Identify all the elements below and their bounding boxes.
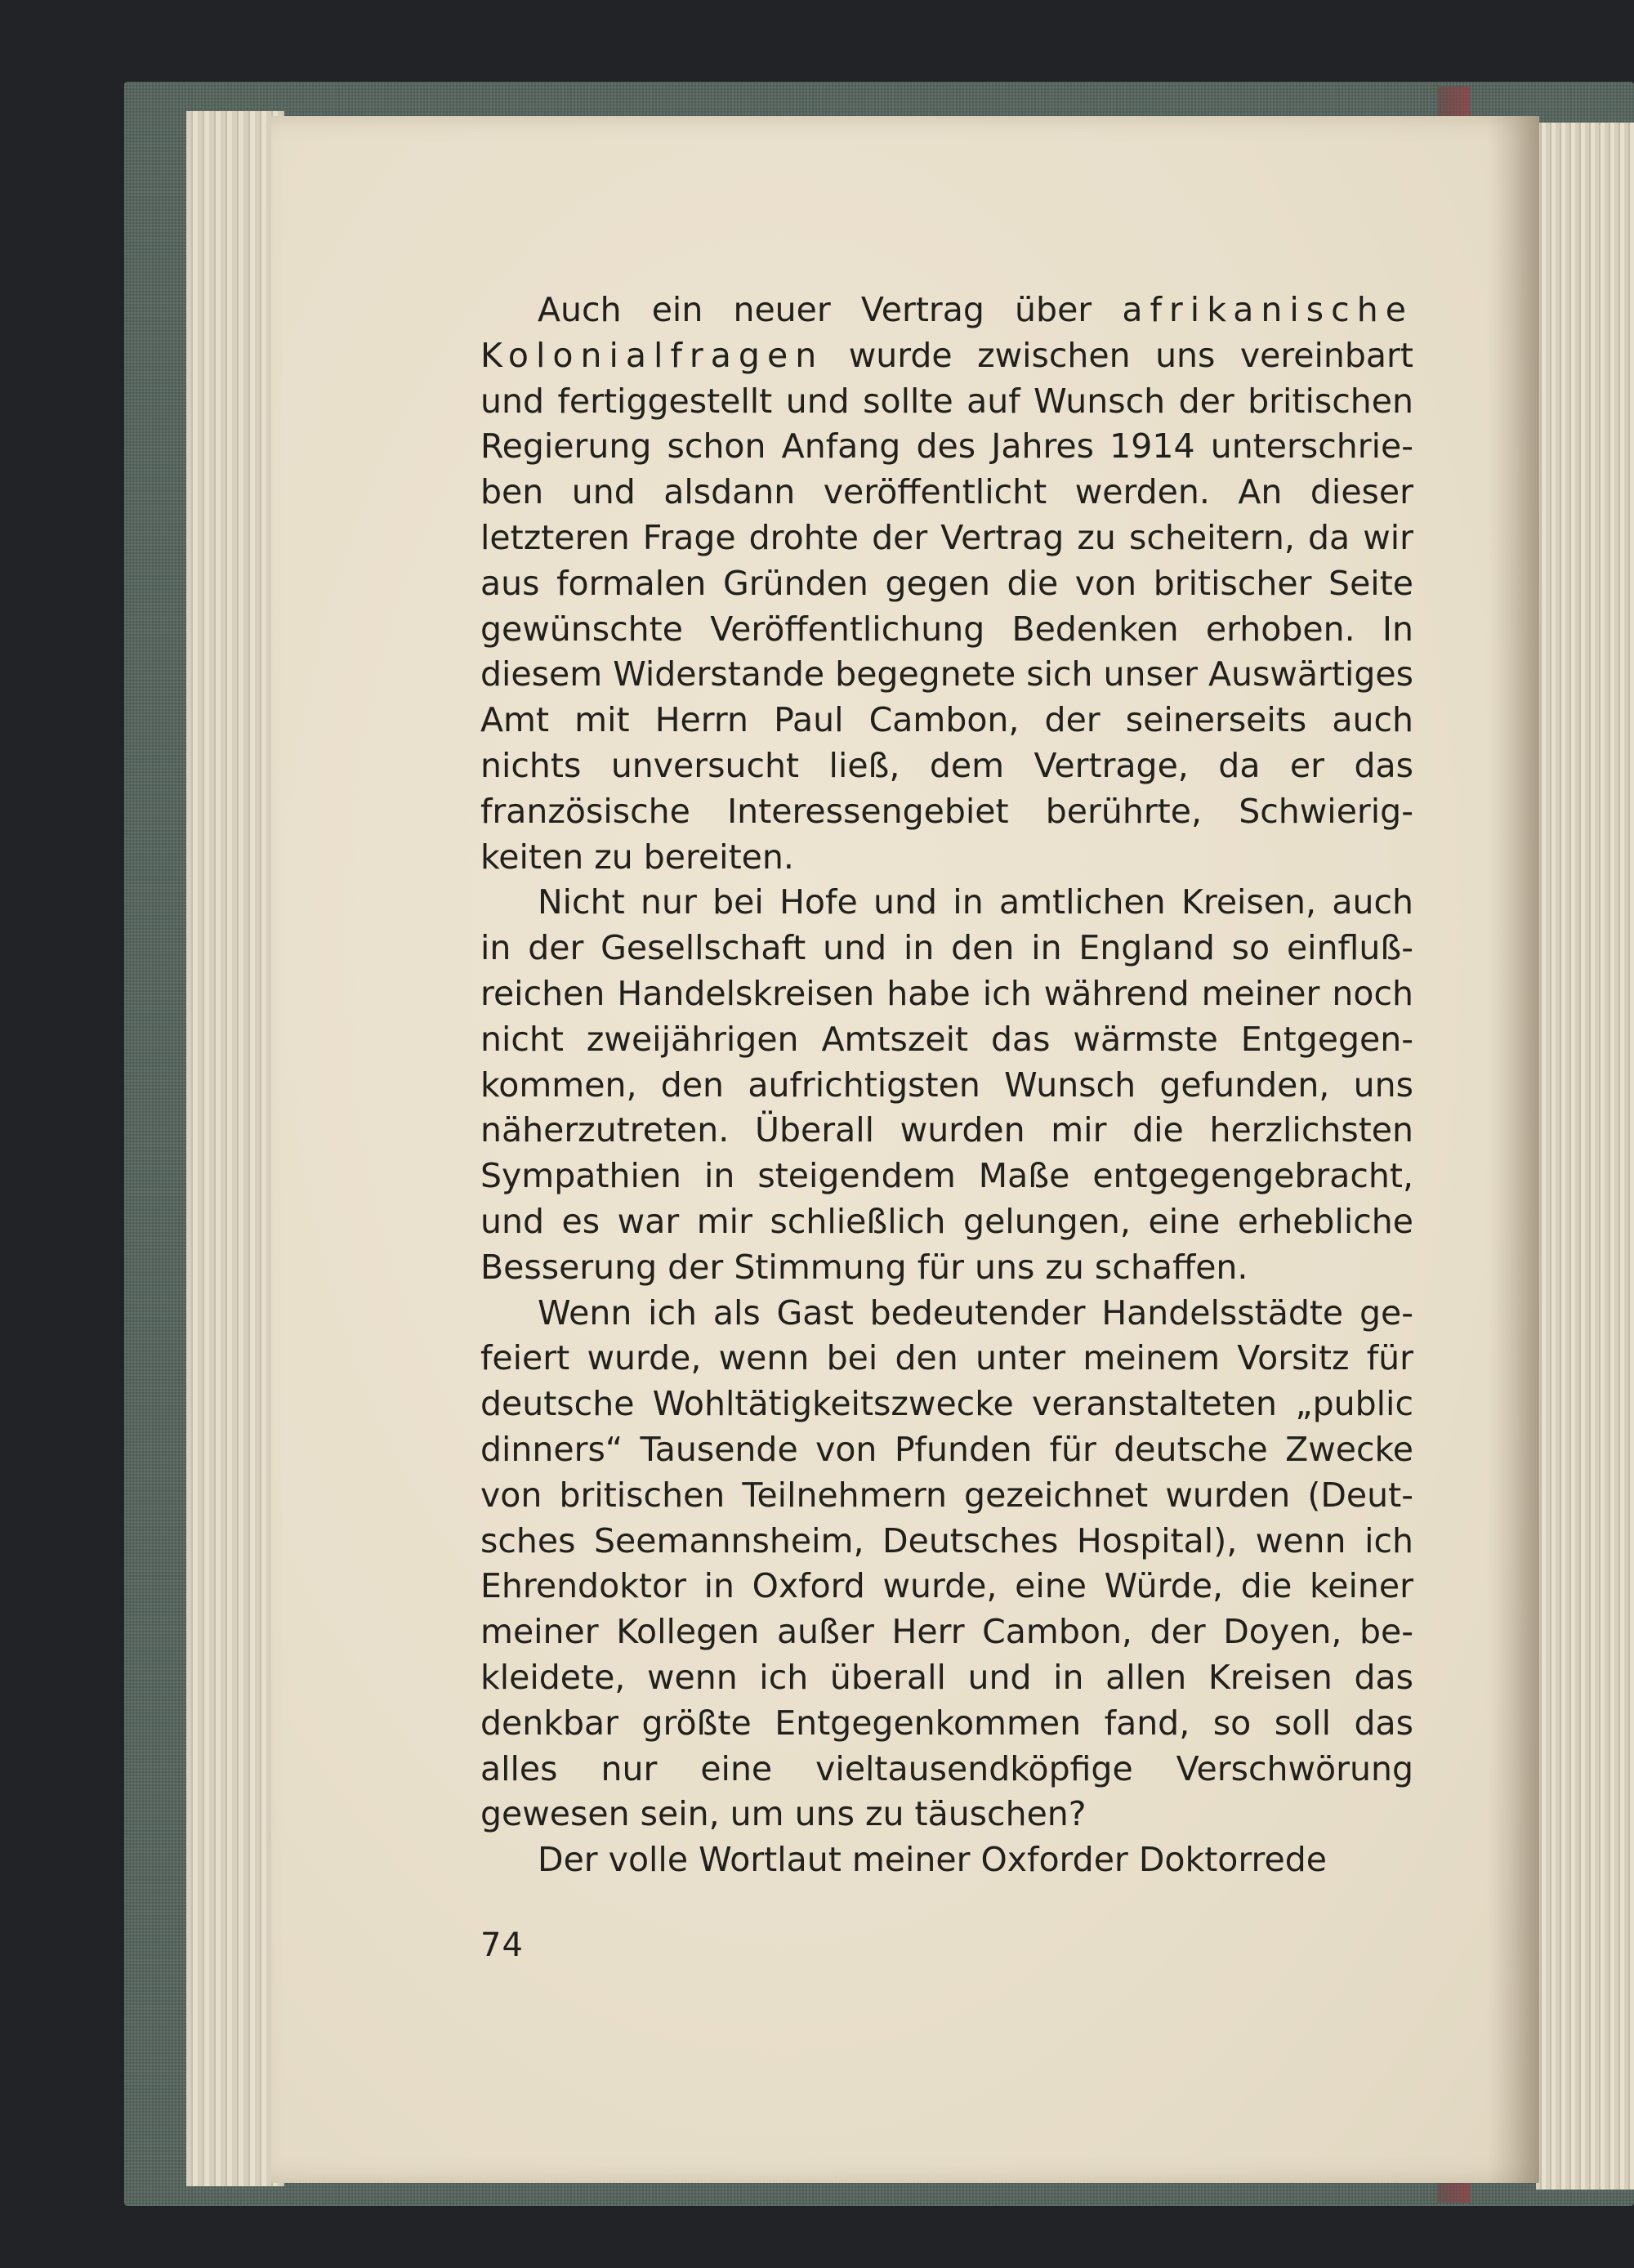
paragraph-1-pre: Auch ein neuer Vertrag über — [538, 290, 1123, 329]
paragraph-3: Wenn ich als Gast bedeutender Handelsstädte gefeiert wurde, wenn bei den unter meinem Vorsitz für deutsche Wohltätigkeitszwecke veranstalteten „public dinners“ Tausende von Pfunden für deutsche Zwecke von britischen Teilnehmern gezeichnet wurden (Deutsches Seemannsheim, Deutsches Hospital), wenn ich Ehrendoktor in Oxford wurde, eine Würde, die keiner meiner Kollegen außer Herr Cambon, der Doyen, bekleidete, wenn ich überall und in allen Kreisen das denkbar größte Entgegenkommen fand, so soll das alles nur eine vieltausendköpfige Verschwörung gewesen sein, um uns zu täuschen? — [480, 1292, 1413, 1834]
paragraph-1-post: wurde zwischen uns vereinbart und fertiggestellt und sollte auf Wunsch der britischen Regierung schon Anfang des Jahres 1914 unterschrieben und alsdann veröffentlicht werden. An dieser letzteren Frage drohte der Vertrag zu scheitern, da wir aus formalen Gründen gegen die von britischer Seite gewünschte Veröffentlichung Bedenken erhoben. In diesem Widerstande begegnete sich unser Auswärtiges Amt mit Herrn Paul Cambon, der seinerseits auch nichts unversucht ließ, dem Vertrage, da er das französische Interessengebiet berührte, Schwierigkeiten zu bereiten. — [480, 335, 1413, 877]
emphasized-phrase: afrikanische Kolonialfragen — [480, 290, 1413, 375]
page-stack-left — [186, 111, 284, 2186]
paragraph-4: Der volle Wortlaut meiner Oxforder Doktorrede — [538, 1840, 1327, 1880]
page-stack-right — [1536, 123, 1634, 2190]
paragraph-2: Nicht nur bei Hofe und in amtlichen Kreisen, auch in der Gesellschaft und in den in England so einflußreichen Handelskreisen habe ich während meiner noch nicht zweijährigen Amtszeit das wärmste Entgegenkommen, den aufrichtigsten Wunsch gefunden, uns näherzutreten. Überall wurden mir die herzlichsten Sympathien in steigendem Maße entgegengebracht, und es war mir schließlich gelungen, eine erhebliche Besserung der Stimmung für uns zu schaffen. — [480, 882, 1413, 1287]
page-number: 74 — [480, 1926, 524, 1964]
page-text — [480, 288, 1413, 1883]
gutter-shadow — [1487, 116, 1539, 2183]
paragraph-1 — [480, 288, 1413, 880]
